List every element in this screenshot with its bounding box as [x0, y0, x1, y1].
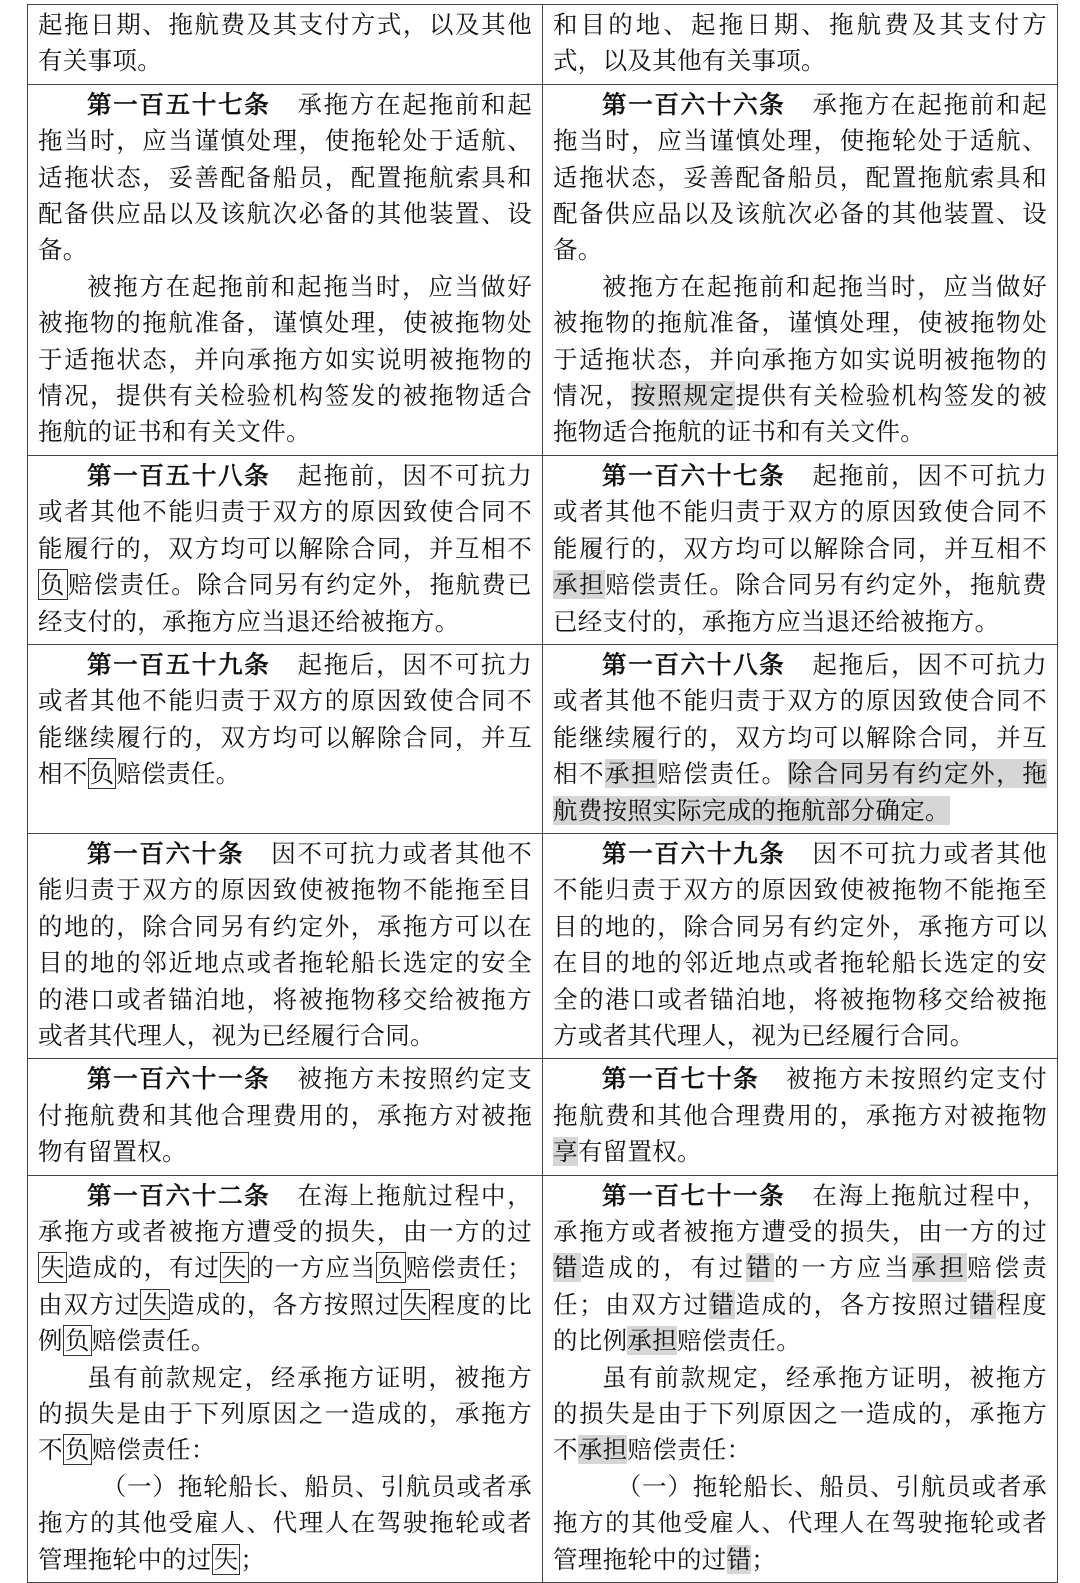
text-run: 造成的，各方按照过: [735, 1289, 971, 1319]
new-law-cell: [543, 5, 1058, 85]
text-run: 和目的地、起拖日期、拖航费及其支付方式，以及其他有关事项。: [553, 10, 1047, 76]
new-law-cell: [543, 455, 1058, 644]
comparison-row: [28, 1059, 1058, 1175]
text-run: 造成的，有过: [67, 1253, 220, 1283]
boxed-term: 失: [142, 1289, 169, 1319]
highlighted-change: 错: [970, 1289, 997, 1319]
text-run: 赔偿责任。: [91, 1326, 216, 1356]
text-run: 起拖前，因不可抗力或者其他不能归责于双方的原因致使合同不能履行的，双方均可以解除合同，并互相不: [553, 460, 1048, 563]
article-paragraph: [38, 458, 532, 640]
old-law-cell: [28, 644, 543, 833]
text-run: 因不可抗力或者其他不能归责于双方的原因致使被拖物不能拖至目的地的，除合同另有约定外，承拖方可以在目的地的邻近地点或者拖轮船长选定的安全的港口或者锚泊地，将被拖物移交给被拖方或者其代理人，视为已经履行合同。: [553, 838, 1048, 1050]
text-run: 因不可抗力或者其他不能归责于双方的原因致使被拖物不能拖至目的地的，除合同另有约定外，承拖方可以在目的地的邻近地点或者拖轮船长选定的安全的港口或者锚泊地，将被拖物移交给被拖方或者其代理人，视为已经履行合同。: [38, 838, 532, 1050]
old-law-cell: [28, 833, 543, 1058]
text-run: 被拖方在起拖前和起拖当时，应当做好被拖物的拖航准备，谨慎处理，使被拖物处于适拖状态，并向承拖方如实说明被拖物的情况，: [553, 271, 1047, 411]
paragraph: [553, 269, 1047, 451]
paragraph: [38, 7, 532, 80]
text-run: 程度的比例: [38, 1289, 532, 1356]
text-run: （一）拖轮船长、船员、引航员或者承拖方的其他受雇人、代理人在驾驶拖轮或者管理拖轮中的过: [553, 1471, 1047, 1574]
article-number: 第一百五十七条: [87, 89, 271, 119]
text-run: 赔偿责任；由双方过: [38, 1253, 532, 1319]
text-run: 在海上拖航过程中，承拖方或者被拖方遭受的损失，由一方的过: [38, 1180, 533, 1246]
old-law-cell: [28, 1175, 543, 1582]
new-law-cell: [543, 84, 1058, 455]
comparison-row: [28, 455, 1058, 644]
highlighted-change: 除合同另有约定外，拖航费按照实际完成的拖航部分确定。: [553, 759, 1047, 825]
article-number: 第一百七十条: [602, 1064, 760, 1094]
text-run: 赔偿责任；由双方过: [553, 1253, 1047, 1319]
text-run: 造成的，有过: [580, 1253, 747, 1283]
article-paragraph: [553, 458, 1047, 640]
article-paragraph: [553, 647, 1047, 829]
comparison-table-body: [28, 5, 1058, 1583]
article-number: 第一百六十一条: [87, 1064, 271, 1094]
new-law-cell: [543, 1059, 1058, 1175]
paragraph: [38, 1469, 532, 1578]
text-run: 被拖方未按照约定支付拖航费和其他合理费用的，承拖方对被拖物有留置权。: [38, 1064, 533, 1167]
text-run: 虽有前款规定，经承拖方证明，被拖方的损失是由于下列原因之一造成的，承拖方不: [38, 1362, 532, 1465]
comparison-row: [28, 1175, 1058, 1582]
highlighted-change: 承担: [627, 1326, 678, 1356]
old-law-cell: [28, 84, 543, 455]
old-law-cell: [28, 5, 543, 85]
article-paragraph: [38, 87, 532, 269]
highlighted-change: 错: [553, 1253, 581, 1283]
boxed-term: 失: [213, 1544, 239, 1574]
comparison-row: [28, 5, 1058, 85]
article-paragraph: [38, 1061, 532, 1170]
text-run: 起拖日期、拖航费及其支付方式，以及其他有关事项。: [38, 10, 532, 76]
boxed-term: 负: [64, 1435, 90, 1465]
highlighted-change: 按照规定: [631, 381, 736, 411]
highlighted-change: 享: [553, 1137, 578, 1167]
article-paragraph: [38, 647, 532, 793]
comparison-row: [28, 644, 1058, 833]
paragraph: [38, 1360, 532, 1469]
text-run: 承拖方在起拖前和起拖当时，应当谨慎处理，使拖轮处于适航、适拖状态，妥善配备船员，配置拖航索具和配备供应品以及该航次必备的其他装置、设备。: [553, 89, 1048, 265]
boxed-term: 失: [221, 1253, 248, 1283]
highlighted-change: 承担: [605, 759, 658, 789]
text-run: 赔偿责任。: [657, 759, 788, 789]
boxed-term: 失: [402, 1289, 429, 1319]
text-run: 有留置权。: [577, 1137, 702, 1167]
old-law-cell: [28, 1059, 543, 1175]
new-law-cell: [543, 644, 1058, 833]
article-number: 第一百六十九条: [602, 838, 786, 868]
article-paragraph: [553, 1061, 1047, 1170]
article-number: 第一百七十一条: [602, 1180, 786, 1210]
highlighted-change: 错: [726, 1544, 752, 1574]
text-run: ；: [240, 1544, 266, 1574]
highlighted-change: 错: [746, 1253, 774, 1283]
paragraph: [553, 7, 1047, 80]
text-run: 的一方应当: [249, 1253, 377, 1283]
text-run: 起拖后，因不可抗力或者其他不能归责于双方的原因致使合同不能继续履行的，双方均可以解除合同，并互相不: [553, 649, 1048, 789]
highlighted-change: 承担: [553, 570, 606, 600]
article-number: 第一百六十八条: [602, 649, 786, 679]
text-run: 赔偿责任：: [91, 1435, 216, 1465]
text-run: 赔偿责任。除合同另有约定外，拖航费已经支付的，承拖方应当退还给被拖方。: [553, 570, 1047, 636]
highlighted-change: 承担: [577, 1435, 628, 1465]
text-run: 起拖后，因不可抗力或者其他不能归责于双方的原因致使合同不能继续履行的，双方均可以解除合同，并互相不: [38, 649, 533, 789]
text-run: 程度的比例: [553, 1289, 1047, 1356]
new-law-cell: [543, 833, 1058, 1058]
text-run: 提供有关检验机构签发的被拖物适合拖航的证书和有关文件。: [553, 381, 1047, 447]
boxed-term: 失: [40, 1253, 66, 1283]
article-number: 第一百六十七条: [602, 460, 786, 490]
text-run: 承拖方在起拖前和起拖当时，应当谨慎处理，使拖轮处于适航、适拖状态，妥善配备船员，配置拖航索具和配备供应品以及该航次必备的其他装置、设备。: [38, 89, 533, 265]
text-run: 赔偿责任：: [627, 1435, 752, 1465]
boxed-term: 负: [89, 759, 115, 789]
article-number: 第一百六十二条: [87, 1180, 271, 1210]
text-run: 起拖前，因不可抗力或者其他不能归责于双方的原因致使合同不能履行的，双方均可以解除合同，并互相不: [38, 460, 533, 563]
text-run: 造成的，各方按照过: [170, 1289, 401, 1319]
text-run: 在海上拖航过程中，承拖方或者被拖方遭受的损失，由一方的过: [553, 1180, 1048, 1246]
comparison-row: [28, 84, 1058, 455]
text-run: （一）拖轮船长、船员、引航员或者承拖方的其他受雇人、代理人在驾驶拖轮或者管理拖轮中的过: [38, 1471, 532, 1574]
text-run: 被拖方在起拖前和起拖当时，应当做好被拖物的拖航准备，谨慎处理，使被拖物处于适拖状态，并向承拖方如实说明被拖物的情况，提供有关检验机构签发的被拖物适合拖航的证书和有关文件。: [38, 271, 532, 447]
text-run: 赔偿责任。除合同另有约定外，拖航费已经支付的，承拖方应当退还给被拖方。: [38, 570, 532, 636]
article-paragraph: [38, 1178, 532, 1360]
paragraph: [553, 1469, 1047, 1578]
article-number: 第一百六十六条: [602, 89, 786, 119]
text-run: 的一方应当: [773, 1253, 912, 1283]
boxed-term: 负: [40, 570, 66, 600]
comparison-row: [28, 833, 1058, 1058]
paragraph: [38, 269, 532, 451]
article-paragraph: [38, 836, 532, 1054]
boxed-term: 负: [378, 1253, 404, 1283]
article-number: 第一百五十九条: [87, 649, 271, 679]
text-run: 被拖方未按照约定支付拖航费和其他合理费用的，承拖方对被拖物: [553, 1064, 1047, 1130]
new-law-cell: [543, 1175, 1058, 1582]
text-run: 虽有前款规定，经承拖方证明，被拖方的损失是由于下列原因之一造成的，承拖方不: [553, 1362, 1047, 1465]
article-paragraph: [553, 1178, 1047, 1360]
law-comparison-table: [27, 4, 1058, 1583]
article-paragraph: [553, 87, 1047, 269]
highlighted-change: 错: [709, 1289, 736, 1319]
boxed-term: 负: [64, 1326, 90, 1356]
paragraph: [553, 1360, 1047, 1469]
highlighted-change: 承担: [911, 1253, 967, 1283]
text-run: 赔偿责任。: [116, 759, 241, 789]
old-law-cell: [28, 455, 543, 644]
article-paragraph: [553, 836, 1047, 1054]
text-run: 赔偿责任。: [677, 1326, 802, 1356]
article-number: 第一百五十八条: [87, 460, 271, 490]
text-run: ；: [751, 1544, 777, 1574]
article-number: 第一百六十条: [87, 838, 245, 868]
